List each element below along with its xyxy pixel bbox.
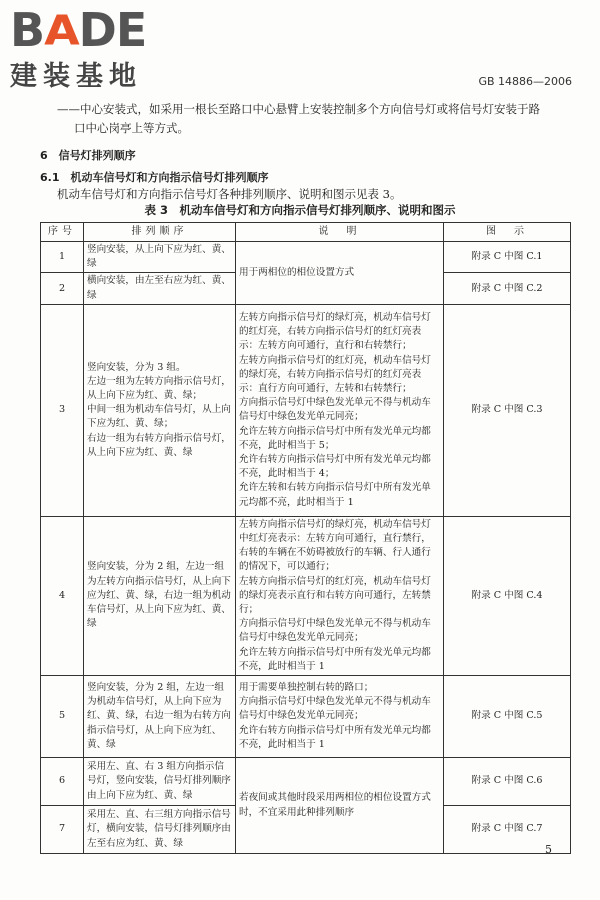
row-order: 竖向安装，从上向下应为红、黄、绿 [84, 242, 236, 273]
row-no: 1 [41, 242, 84, 273]
logo-wordmark: BADE [10, 3, 147, 57]
table-caption: 表 3 机动车信号灯和方向指示信号灯排列顺序、说明和图示 [144, 203, 456, 217]
table-row [41, 516, 571, 675]
order-line: 竖向安装，分为 2 组，左边一组为机动车信号灯，从上向下应为红、黄、绿，右边一组为右转方向指示信号灯，从上向下应为红、黄、绿 [87, 682, 231, 750]
table-header-row [41, 223, 571, 242]
page-number: 5 [545, 843, 552, 856]
table-row [41, 758, 571, 806]
order-line: 右边一组为右转方向指示信号灯，从上向下应为红、黄、绿 [87, 432, 231, 458]
row-ref: 附录 C 中图 C.3 [444, 304, 571, 516]
order-line: 左边一组为左转方向指示信号灯，从上向下应为红、黄、绿； [87, 375, 231, 401]
table-row [41, 676, 571, 758]
row-ref: 附录 C 中图 C.6 [444, 758, 571, 806]
order-line: 竖向安装，分为 2 组，左边一组为左转方向指示信号灯，从上向下应为红、黄、绿，右边一组为机动车信号灯，从上向下应为红、黄、绿 [87, 561, 231, 630]
logo-subtitle: 建装基地 [10, 61, 142, 92]
desc-line: 左转方向指示信号灯的绿灯亮，机动车信号灯的红灯亮，右转方向指示信号灯的红灯亮表示：左转方向可通行，直行和右转禁行； [239, 311, 431, 352]
table-row [41, 304, 571, 516]
desc-line: 方向指示信号灯中绿色发光单元不得与机动车信号灯中绿色发光单元同亮； [239, 618, 431, 644]
row-order [84, 516, 236, 675]
section-6-1-title: 6.1 机动车信号灯和方向指示信号灯排列顺序 [40, 171, 269, 184]
row-ref: 附录 C 中图 C.1 [444, 242, 571, 273]
intro-line-2: 口中心岗亭上等方式。 [74, 121, 189, 135]
desc-line: 左转方向指示信号灯的红灯亮，机动车信号灯的绿灯亮表示直行和右转方向可通行，左转禁行； [239, 575, 431, 616]
row-no: 4 [41, 516, 84, 675]
row-order [84, 676, 236, 758]
row-desc [236, 516, 444, 675]
row-no: 2 [41, 273, 84, 304]
row-ref: 附录 C 中图 C.7 [444, 806, 571, 854]
row-order: 采用左、直、右三组方向指示信号灯，横向安装，信号灯排列顺序由左至右应为红、黄、绿 [84, 806, 236, 854]
table-row [41, 242, 571, 273]
header-no: 序号 [41, 223, 84, 242]
section-6-title: 6 信号灯排列顺序 [40, 149, 136, 162]
row-order: 采用左、直、右 3 组方向指示信号灯，竖向安装，信号灯排列顺序由上向下应为红、黄、绿 [84, 758, 236, 806]
signal-order-table [40, 222, 571, 854]
desc-line: 允许右转方向指示信号灯中所有发光单元均都不亮，此时相当于 1 [239, 724, 431, 750]
row-desc [236, 676, 444, 758]
row-no: 3 [41, 304, 84, 516]
desc-line: 允许左转方向指示信号灯中所有发光单元均都不亮，此时相当于 5； [239, 425, 431, 451]
row-no: 7 [41, 806, 84, 854]
desc-line: 左转方向指示信号灯的红灯亮，机动车信号灯的绿灯亮，右转方向指示信号灯的红灯亮表示：直行方向可通行，左转和右转禁行； [239, 354, 431, 394]
row-desc [236, 304, 444, 516]
row-ref: 附录 C 中图 C.2 [444, 273, 571, 304]
intro-line-1: ——中心安装式，如采用一根长至路口中心悬臂上安装控制多个方向信号灯或将信号灯安装于路 [57, 102, 540, 116]
header-order: 排列顺序 [84, 223, 236, 242]
order-line: 竖向安装，分为 3 组。 [87, 361, 186, 373]
desc-line: 方向指示信号灯中绿色发光单元不得与机动车信号灯中绿色发光单元同亮； [239, 397, 431, 423]
order-line: 中间一组为机动车信号灯，从上向下应为红、黄、绿； [87, 404, 231, 430]
header-ref: 图 示 [444, 223, 571, 242]
row-desc: 用于两相位的相位设置方式 [236, 242, 444, 305]
desc-line: 允许右转方向指示信号灯中所有发光单元均都不亮，此时相当于 4； [239, 453, 431, 480]
desc-line: 允许左转和右转方向指示信号灯中所有发光单元均都不亮，此时相当于 1 [239, 482, 431, 508]
row-no: 5 [41, 676, 84, 758]
row-ref: 附录 C 中图 C.4 [444, 516, 571, 675]
row-no: 6 [41, 758, 84, 806]
desc-line: 允许左转方向指示信号灯中所有发光单元均都不亮，此时相当于 1 [239, 646, 431, 672]
desc-line: 左转方向指示信号灯的绿灯亮，机动车信号灯中红灯亮表示：左转方向可通行，直行禁行，右转的车辆在不妨碍被放行的车辆、行人通行的情况下，可以通行； [239, 518, 431, 573]
row-ref: 附录 C 中图 C.5 [444, 676, 571, 758]
row-order: 横向安装，由左至右应为红、黄、绿 [84, 273, 236, 304]
desc-line: 用于需要单独控制右转的路口； [239, 682, 374, 694]
standard-number: GB 14886—2006 [478, 75, 572, 88]
desc-line: 方向指示信号灯中绿色发光单元不得与机动车信号灯中绿色发光单元同亮； [239, 696, 431, 722]
row-desc: 若夜间或其他时段采用两相位的相位设置方式时，不宜采用此种排列顺序 [236, 758, 444, 854]
section-6-1-text: 机动车信号灯和方向指示信号灯各种排列顺序、说明和图示见表 3。 [57, 187, 402, 201]
logo [10, 3, 180, 93]
row-order [84, 304, 236, 516]
header-desc: 说 明 [236, 223, 444, 242]
